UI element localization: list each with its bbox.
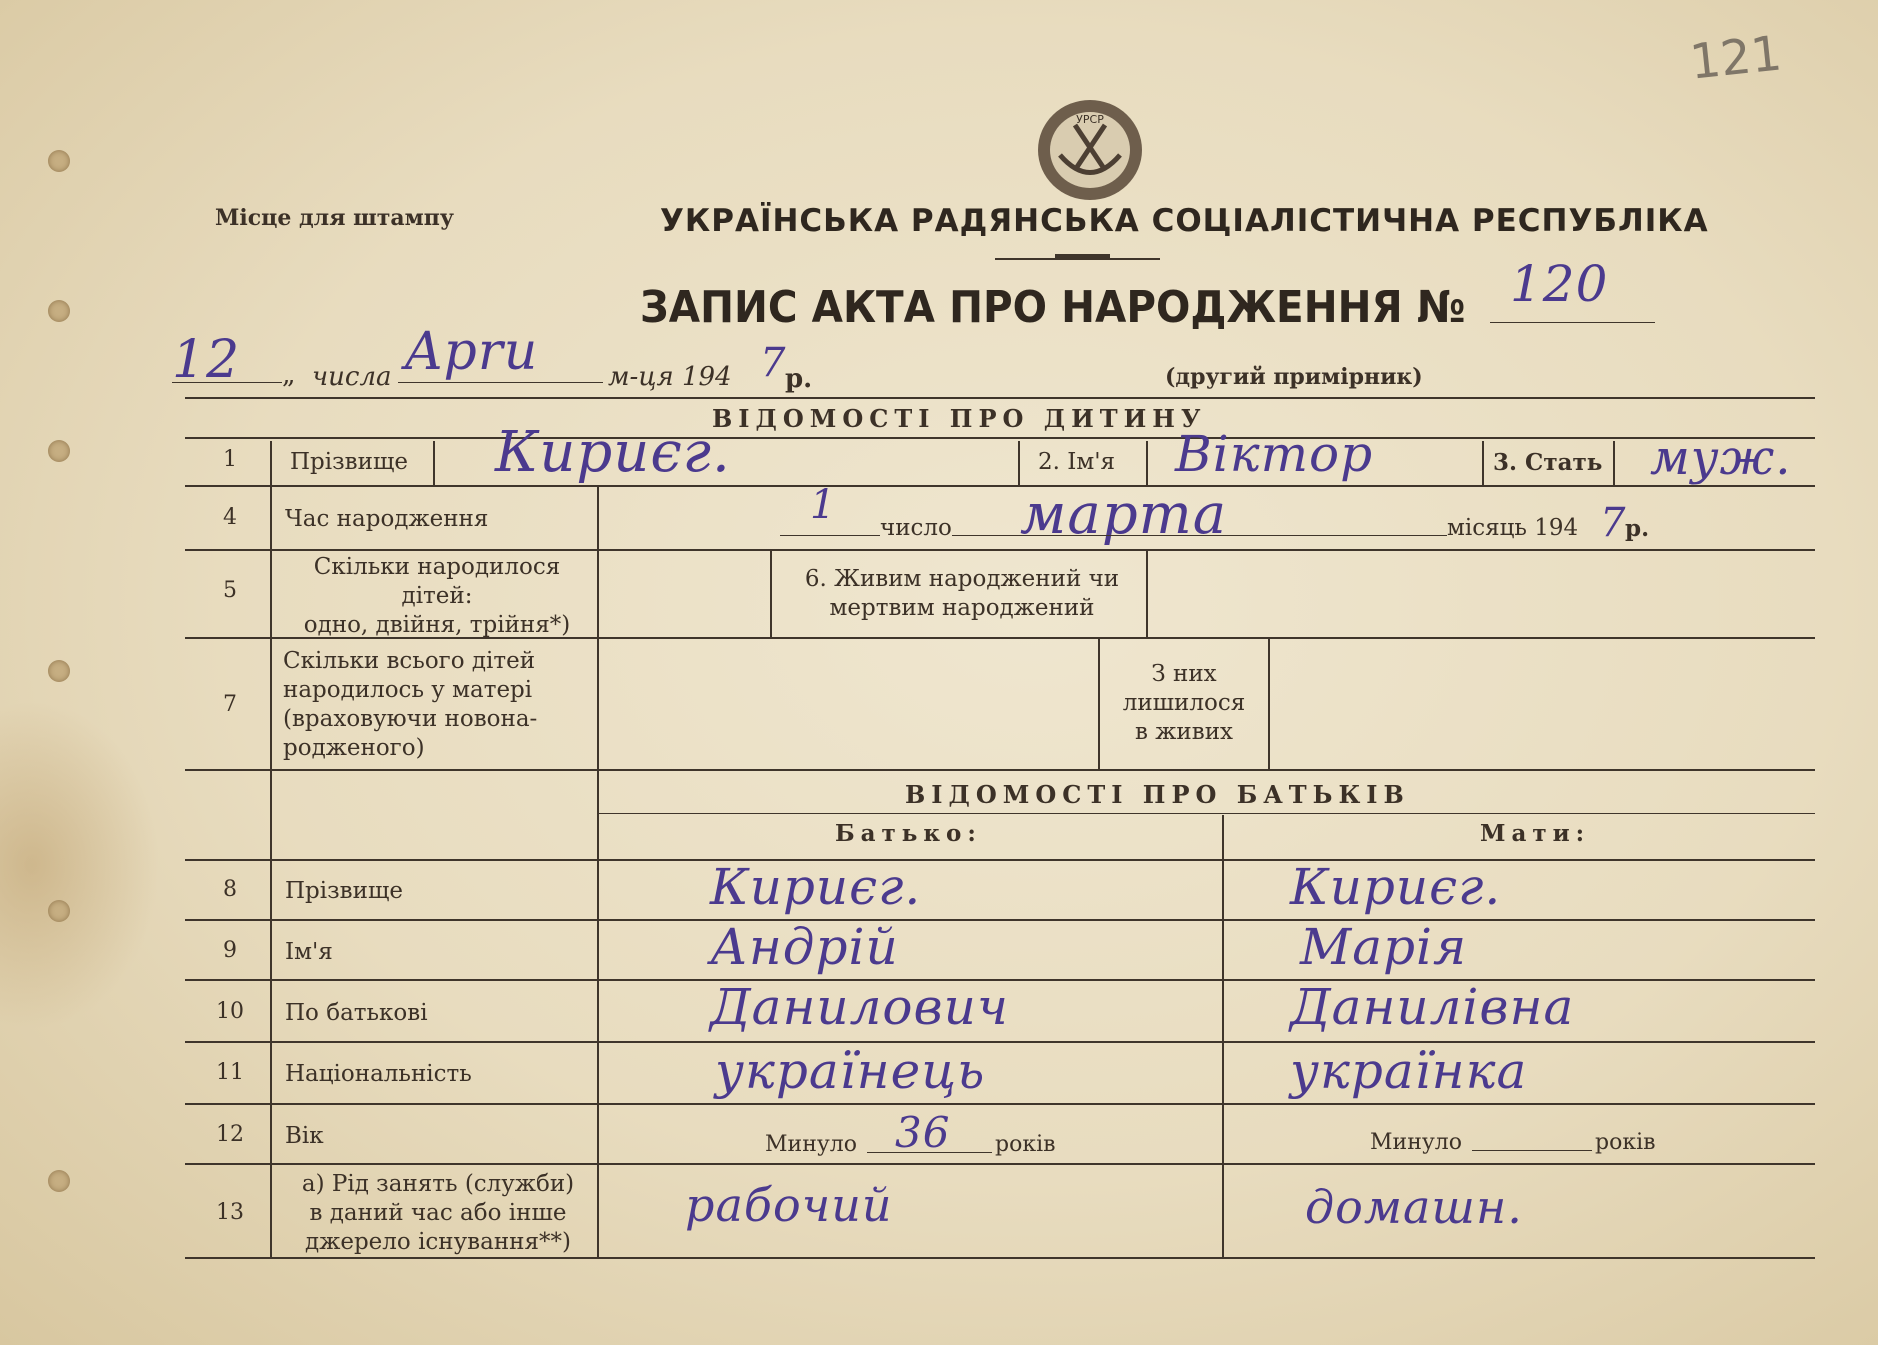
row-number: 10 [216, 999, 244, 1024]
record-year-digit: 7 [760, 340, 787, 386]
father-age-value: 36 [895, 1108, 951, 1157]
father-patronymic-value: Данилович [710, 978, 1009, 1036]
father-age-suffix: років [995, 1132, 1056, 1157]
child-surname-label: Прізвище [290, 449, 408, 475]
age-label: Вік [285, 1123, 324, 1149]
nationality-label: Національність [285, 1061, 472, 1087]
total-children-label-line: родженого) [283, 735, 425, 761]
row-number: 8 [223, 877, 237, 902]
document-title: ЗАПИС АКТА ПРО НАРОДЖЕННЯ № [640, 282, 1466, 333]
parent-first-name-label: Ім'я [285, 939, 333, 965]
row-number: 11 [216, 1060, 244, 1085]
record-day: 12 [172, 330, 241, 390]
child-section-header: ВІДОМОСТІ ПРО ДИТИНУ [712, 404, 1207, 433]
occupation-label-line: в даний час або інше [309, 1200, 567, 1226]
child-sex-label: 3. Стать [1493, 449, 1603, 476]
surviving-children-label-line: З них [1151, 661, 1217, 687]
mother-patronymic-value: Данилівна [1290, 978, 1575, 1036]
row-number: 4 [223, 505, 237, 530]
birth-time-label: Час народження [285, 506, 489, 532]
paper-stain [0, 700, 160, 1030]
total-children-label-line: народилось у матері [283, 677, 533, 703]
binding-hole [48, 150, 70, 172]
mother-nationality-value: українка [1290, 1042, 1528, 1100]
archive-number: 121 [1687, 25, 1785, 91]
emblem-text: УРСР [1076, 113, 1104, 126]
binding-hole [48, 440, 70, 462]
children-count-label-line: одно, двійня, трійня*) [303, 612, 571, 638]
republic-name: УКРАЇНСЬКА РАДЯНСЬКА СОЦІАЛІСТИЧНА РЕСПУБЛІКА [660, 203, 1709, 239]
row-number: 5 [223, 578, 237, 603]
patronymic-label: По батькові [285, 1000, 428, 1026]
child-sex-value: муж. [1650, 430, 1792, 486]
birth-day-label: число [880, 515, 952, 541]
mother-first-name-value: Марія [1300, 918, 1468, 976]
alive-or-dead-label-line: мертвим народжений [829, 595, 1095, 621]
father-age-prefix: Минуло [765, 1132, 858, 1157]
parent-surname-label: Прізвище [285, 878, 403, 904]
father-occupation-value: рабочий [685, 1178, 893, 1232]
birth-month-value: марта [1020, 482, 1228, 547]
birth-year-digit: 7 [1600, 500, 1627, 546]
father-surname-value: Кириєг. [710, 858, 922, 916]
occupation-label-line: а) Рід занять (служби) [301, 1171, 575, 1197]
copy-note: (другий примірник) [1165, 364, 1423, 390]
stamp-place-label: Місце для штампу [215, 205, 454, 231]
mother-surname-value: Кириєг. [1290, 858, 1502, 916]
parents-section-header: ВІДОМОСТІ ПРО БАТЬКІВ [905, 780, 1410, 809]
father-nationality-value: українець [715, 1042, 986, 1100]
row-number: 12 [216, 1122, 244, 1147]
father-first-name-value: Андрій [710, 918, 899, 976]
children-count-label-line: дітей: [401, 583, 473, 609]
row-number: 13 [216, 1200, 244, 1225]
surviving-children-label [1100, 660, 1268, 747]
total-children-label-line: (враховуючи новона- [283, 706, 538, 732]
alive-or-dead-label [782, 565, 1142, 623]
child-name-label: 2. Ім'я [1038, 449, 1116, 475]
record-month: Apru [405, 322, 539, 382]
binding-hole [48, 660, 70, 682]
total-children-label-line: Скільки всього дітей [283, 648, 536, 674]
mother-column-label: Мати: [1480, 820, 1591, 847]
binding-hole [48, 900, 70, 922]
children-count-label [282, 553, 592, 640]
year-suffix: р. [785, 364, 813, 394]
birth-month-label: місяць 194 [1447, 515, 1579, 541]
child-name-value: Віктор [1175, 425, 1374, 483]
surviving-children-label-line: в живих [1135, 719, 1233, 745]
alive-or-dead-label-line: 6. Живим народжений чи [804, 566, 1120, 592]
row-number: 9 [223, 938, 237, 963]
row-number: 1 [223, 447, 237, 472]
children-count-label-line: Скільки народилося [313, 554, 561, 580]
date-quote: „ [282, 360, 296, 390]
total-children-label [283, 647, 537, 763]
birth-year-suffix: р. [1625, 515, 1650, 542]
mother-occupation-value: домашн. [1305, 1180, 1523, 1234]
day-label: числа [312, 362, 392, 392]
mother-age-prefix: Минуло [1370, 1130, 1463, 1155]
surviving-children-label-line: лишилося [1122, 690, 1246, 716]
coat-of-arms-emblem [1030, 95, 1150, 205]
record-number: 120 [1510, 255, 1609, 313]
child-surname-value: Кириєг. [495, 420, 731, 485]
father-column-label: Батько: [835, 820, 982, 847]
occupation-label [282, 1170, 594, 1257]
occupation-label-line: джерело існування**) [305, 1229, 571, 1255]
binding-hole [48, 1170, 70, 1192]
binding-hole [48, 300, 70, 322]
row-number: 7 [223, 692, 237, 717]
birth-day-value: 1 [810, 482, 837, 528]
month-label: м-ця 194 [608, 362, 732, 392]
mother-age-suffix: років [1595, 1130, 1656, 1155]
